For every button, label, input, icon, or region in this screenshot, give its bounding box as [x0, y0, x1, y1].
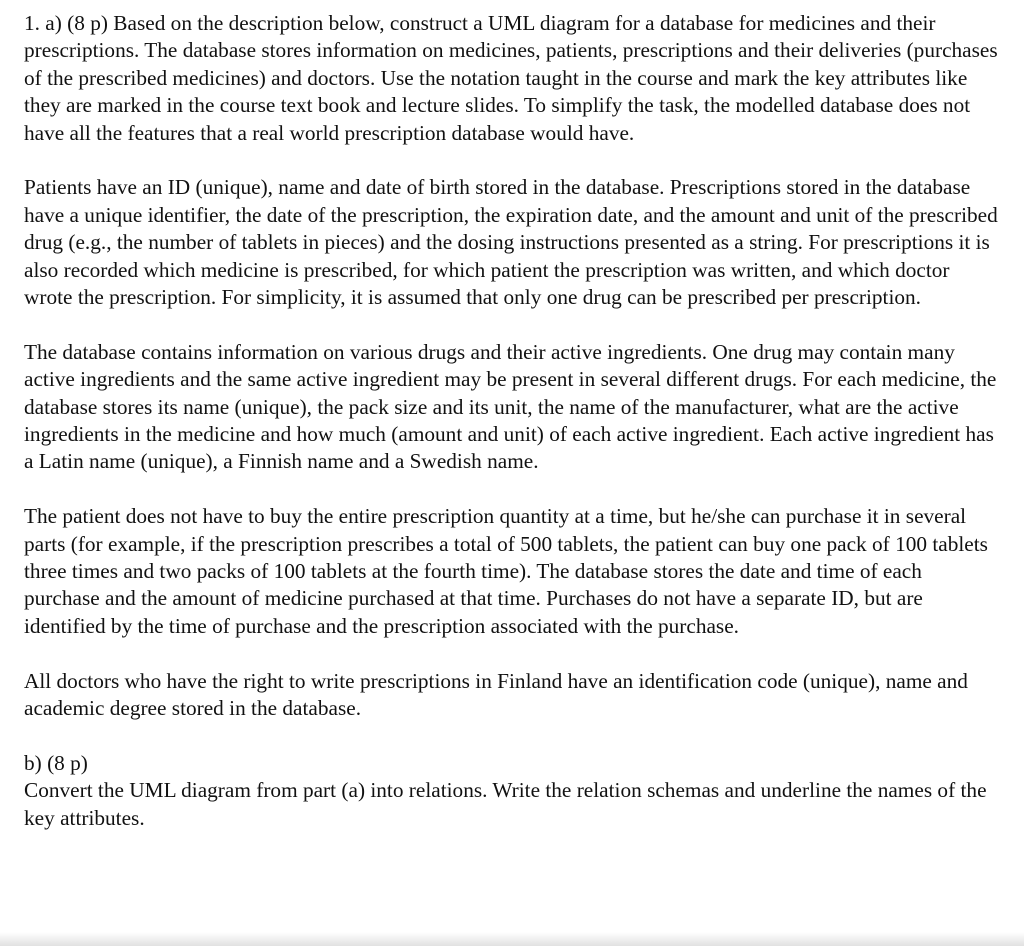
purchases-paragraph: The patient does not have to buy the entire prescription quantity at a time, but he/she can purchase it in several parts (for example, if the prescription prescribes a total of 500 tablets, the patient can buy one pack of 100 tablets three times and two packs of 100 tablets at the fourth time). The database stores the date and time of each purchase and the amount of medicine purchased at that time. Purchases do not have a separate ID, but are identified by the time of purchase and the prescription associated with the purchase.	[24, 504, 988, 638]
doctors-paragraph: All doctors who have the right to write prescriptions in Finland have an identification code (unique), name and academic degree stored in the database.	[24, 668, 968, 721]
drugs-ingredients-paragraph: The database contains information on various drugs and their active ingredients. One drug may contain many active ingredients and the same active ingredient may be present in several different drugs. For each medicine, the database stores its name (unique), the pack size and its unit, the name of the manufacturer, what are the active ingredients in the medicine and how much (amount and unit) of each active ingredient. Each active ingredient has a Latin name (unique), a Finnish name and a Swedish name.	[24, 339, 997, 474]
part-b-paragraph: Convert the UML diagram from part (a) into relations. Write the relation schemas and underline the names of the key attributes.	[24, 778, 987, 830]
part-b-heading: b) (8 p)	[24, 750, 88, 775]
document-page	[24, 10, 999, 832]
part-a-intro-paragraph: 1. a) (8 p) Based on the description below, construct a UML diagram for a database for medicines and their prescriptions. The database stores information on medicines, patients, prescriptions and their deliveries (purchases of the prescribed medicines) and doctors. Use the notation taught in the course and mark the key attributes like they are marked in the course text book and lecture slides. To simplify the task, the modelled database does not have all the features that a real world prescription database would have.	[24, 11, 998, 145]
patients-prescriptions-paragraph: Patients have an ID (unique), name and date of birth stored in the database. Prescriptions stored in the database have a unique identifier, the date of the prescription, the expiration date, and the amount and unit of the prescribed drug (e.g., the number of tablets in pieces) and the dosing instructions presented as a string. For prescriptions it is also recorded which medicine is prescribed, for which patient the prescription was written, and which doctor wrote the prescription. For simplicity, it is assumed that only one drug can be prescribed per prescription.	[24, 175, 998, 310]
bottom-edge-shadow	[0, 932, 1024, 946]
